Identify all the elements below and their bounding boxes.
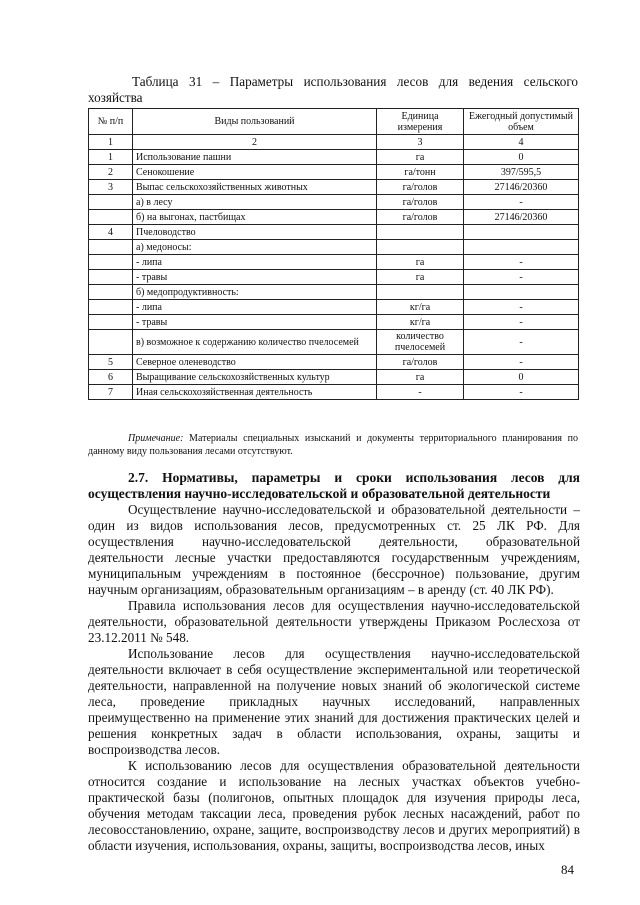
table-header-row bbox=[89, 109, 579, 135]
table-note bbox=[88, 432, 578, 458]
row-number bbox=[89, 285, 133, 300]
row-unit: га bbox=[377, 150, 464, 165]
usage-parameters-table bbox=[88, 108, 579, 400]
row-usage-type: - липа bbox=[133, 300, 377, 315]
row-annual-volume: - bbox=[464, 330, 579, 355]
row-usage-type: Выпас сельскохозяйственных животных bbox=[133, 180, 377, 195]
row-annual-volume: - bbox=[464, 255, 579, 270]
row-usage-type: Выращивание сельскохозяйственных культур bbox=[133, 370, 377, 385]
row-number bbox=[89, 330, 133, 355]
table-row bbox=[89, 150, 579, 165]
row-annual-volume: 397/595,5 bbox=[464, 165, 579, 180]
row-annual-volume: - bbox=[464, 355, 579, 370]
header-annual-volume: Ежегодный допустимый объем bbox=[464, 109, 579, 135]
header-usage-type: Виды пользований bbox=[133, 109, 377, 135]
table-row bbox=[89, 355, 579, 370]
row-annual-volume: 27146/20360 bbox=[464, 180, 579, 195]
row-number: 3 bbox=[89, 180, 133, 195]
row-number bbox=[89, 240, 133, 255]
row-number: 1 bbox=[89, 150, 133, 165]
row-usage-type: а) медоносы: bbox=[133, 240, 377, 255]
row-usage-type: а) в лесу bbox=[133, 195, 377, 210]
row-unit: га bbox=[377, 370, 464, 385]
row-unit: - bbox=[377, 385, 464, 400]
row-annual-volume: - bbox=[464, 270, 579, 285]
row-annual-volume bbox=[464, 240, 579, 255]
paragraph-4: К использованию лесов для осуществления образовательной деятельности относится создание и использование на лесных участках объектов учебно-практической базы (полигонов, опытных площадок для изучения природы леса, обучения методам таксации леса, проведения рубок лесных насаждений, работ по лесовосстановлению, охране, защите, воспроизводству лесов и других мероприятий) в области изучения, использования, охраны, защиты, воспроизводства лесов, иных bbox=[88, 758, 580, 853]
row-usage-type: - липа bbox=[133, 255, 377, 270]
row-usage-type: Сенокошение bbox=[133, 165, 377, 180]
table-row bbox=[89, 315, 579, 330]
row-unit: га bbox=[377, 270, 464, 285]
table-row bbox=[89, 330, 579, 355]
table-row bbox=[89, 195, 579, 210]
row-annual-volume: 0 bbox=[464, 370, 579, 385]
row-unit bbox=[377, 285, 464, 300]
row-number bbox=[89, 195, 133, 210]
row-number bbox=[89, 315, 133, 330]
table-row bbox=[89, 225, 579, 240]
table-index-row bbox=[89, 135, 579, 150]
header-number: № п/п bbox=[89, 109, 133, 135]
caption-line-2: хозяйства bbox=[88, 90, 143, 105]
paragraph-2: Правила использования лесов для осуществления научно-исследовательской деятельности, образовательной деятельности утверждены Приказом Рослесхоза от 23.12.2011 № 548. bbox=[88, 598, 580, 645]
table-body bbox=[89, 150, 579, 400]
row-usage-type: Использование пашни bbox=[133, 150, 377, 165]
index-cell: 1 bbox=[89, 135, 133, 150]
index-cell: 4 bbox=[464, 135, 579, 150]
row-annual-volume: - bbox=[464, 385, 579, 400]
index-cell: 2 bbox=[133, 135, 377, 150]
row-usage-type: - травы bbox=[133, 315, 377, 330]
table-row bbox=[89, 385, 579, 400]
header-unit: Единица измерения bbox=[377, 109, 464, 135]
row-unit: количество пчелосемей bbox=[377, 330, 464, 355]
row-number: 2 bbox=[89, 165, 133, 180]
row-usage-type: в) возможное к содержанию количество пчелосемей bbox=[133, 330, 377, 355]
row-number bbox=[89, 300, 133, 315]
table-row bbox=[89, 240, 579, 255]
row-usage-type: Иная сельскохозяйственная деятельность bbox=[133, 385, 377, 400]
page-number: 84 bbox=[561, 862, 574, 877]
row-number: 7 bbox=[89, 385, 133, 400]
row-usage-type: - травы bbox=[133, 270, 377, 285]
row-usage-type: б) медопродуктивность: bbox=[133, 285, 377, 300]
section-heading: 2.7. Нормативы, параметры и сроки использования лесов для осуществления научно-исследовательской и образовательной деятельности bbox=[88, 470, 580, 501]
row-unit: га/тонн bbox=[377, 165, 464, 180]
table-row bbox=[89, 270, 579, 285]
row-unit bbox=[377, 240, 464, 255]
index-cell: 3 bbox=[377, 135, 464, 150]
row-annual-volume: 27146/20360 bbox=[464, 210, 579, 225]
row-number: 6 bbox=[89, 370, 133, 385]
row-unit: га/голов bbox=[377, 195, 464, 210]
row-unit: га/голов bbox=[377, 210, 464, 225]
row-usage-type: Пчеловодство bbox=[133, 225, 377, 240]
note-text: Материалы специальных изысканий и документы территориального планирования по данному виду пользования лесами отсутствуют. bbox=[88, 433, 579, 457]
row-number: 4 bbox=[89, 225, 133, 240]
table-row bbox=[89, 180, 579, 195]
caption-line-1: Таблица 31 – Параметры использования лесов для ведения сельского bbox=[132, 74, 578, 89]
row-unit: кг/га bbox=[377, 300, 464, 315]
paragraph-3: Использование лесов для осуществления научно-исследовательской деятельности включает в себя осуществление экспериментальной или теоретической деятельности, направленной на получение новых знаний об экологической системе леса, проведение прикладных научных исследований, направленных преимущественно на применение этих знаний для достижения практических целей и решения конкретных задач в области использования, охраны, защиты и воспроизводства лесов. bbox=[88, 646, 580, 757]
table-row bbox=[89, 210, 579, 225]
row-annual-volume bbox=[464, 285, 579, 300]
table-row bbox=[89, 165, 579, 180]
row-unit: га/голов bbox=[377, 180, 464, 195]
paragraph-1: Осуществление научно-исследовательской и образовательной деятельности – один из видов использования лесов, предусмотренных ст. 25 ЛК РФ. Для осуществления научно-исследовательской деятельности, образовательной деятельности лесные участки предоставляются государственным учреждениям, муниципальным учреждениям в постоянное (бессрочное) пользование, другим научным организациям, образовательным организациям – в аренду (ст. 40 ЛК РФ). bbox=[88, 502, 580, 597]
table-row bbox=[89, 285, 579, 300]
row-number bbox=[89, 270, 133, 285]
row-unit bbox=[377, 225, 464, 240]
row-annual-volume: 0 bbox=[464, 150, 579, 165]
row-number bbox=[89, 210, 133, 225]
table-row bbox=[89, 255, 579, 270]
row-unit: кг/га bbox=[377, 315, 464, 330]
row-number bbox=[89, 255, 133, 270]
row-annual-volume: - bbox=[464, 315, 579, 330]
row-number: 5 bbox=[89, 355, 133, 370]
row-usage-type: б) на выгонах, пастбищах bbox=[133, 210, 377, 225]
row-usage-type: Северное оленеводство bbox=[133, 355, 377, 370]
note-label: Примечание: bbox=[128, 433, 184, 444]
table-row bbox=[89, 300, 579, 315]
row-unit: га/голов bbox=[377, 355, 464, 370]
row-annual-volume: - bbox=[464, 195, 579, 210]
table-row bbox=[89, 370, 579, 385]
row-unit: га bbox=[377, 255, 464, 270]
table-caption bbox=[88, 74, 578, 106]
row-annual-volume: - bbox=[464, 300, 579, 315]
row-annual-volume bbox=[464, 225, 579, 240]
